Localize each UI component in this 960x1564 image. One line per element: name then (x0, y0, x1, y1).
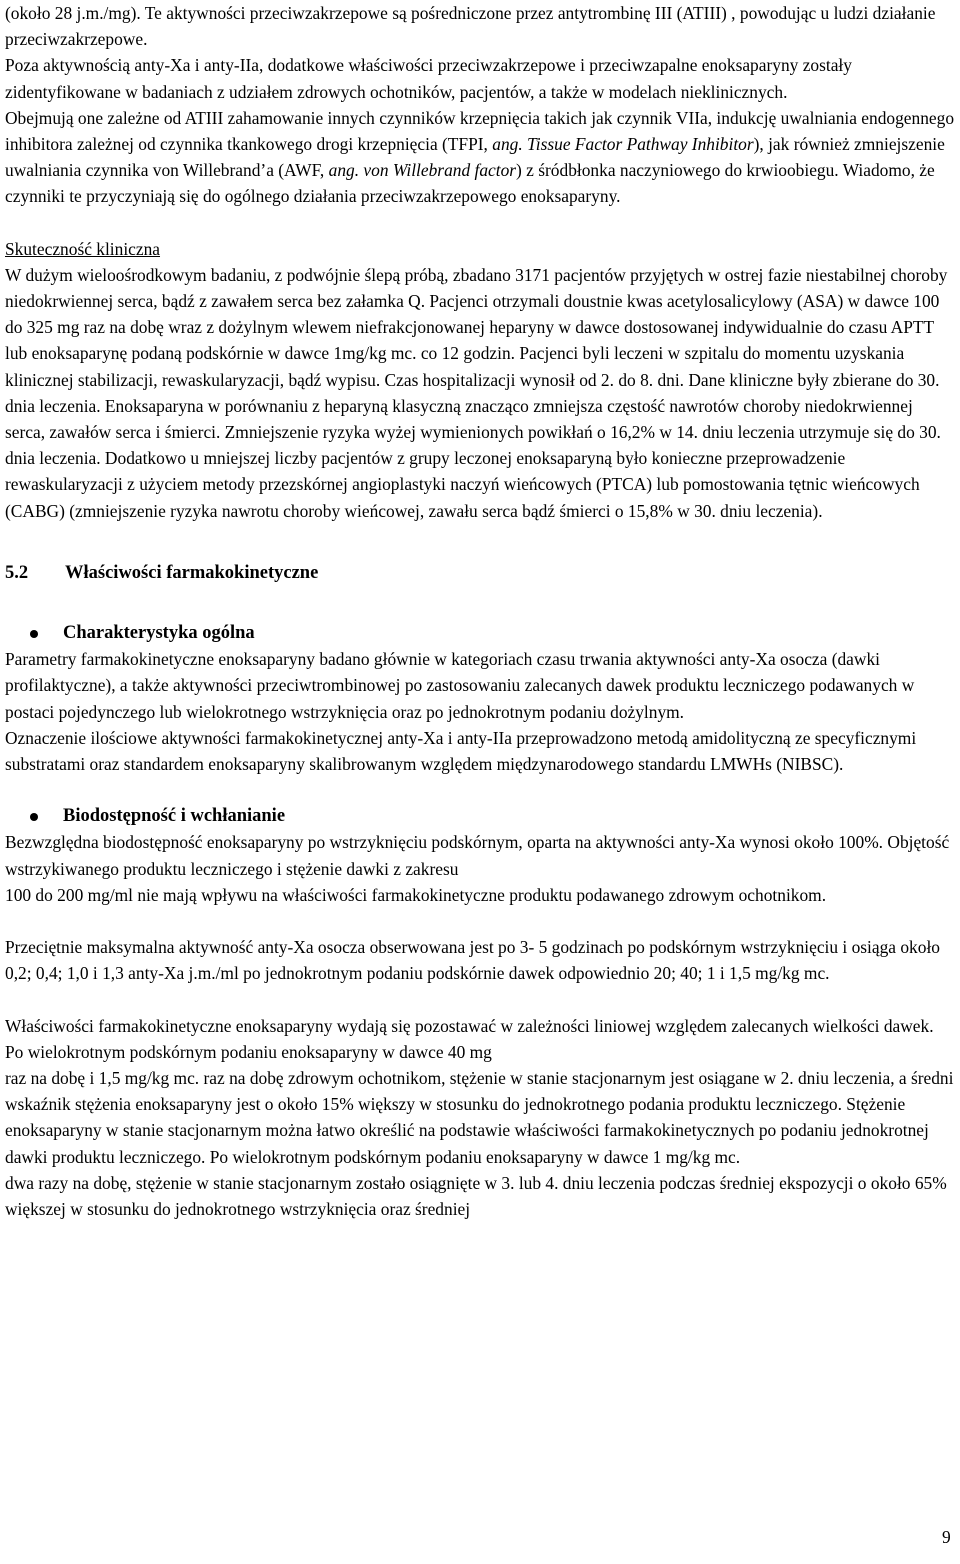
bullet-heading-bioavailability (5, 803, 955, 829)
bullet-heading-label: Charakterystyka ogólna (63, 623, 255, 644)
paragraph-bio-3c: dwa razy na dobę, stężenie w stanie stacjonarnym zostało osiągnięte w 3. lub 4. dniu leczenia podczas średniej ekspozycji o około 65% większej w stosunku do jednokrotnego wstrzyknięcia oraz średniej (5, 1172, 947, 1219)
paragraph-bio-3a: Właściwości farmakokinetyczne enoksaparyny wydają się pozostawać w zależności liniowej względem zalecanych wielkości dawek. Po wielokrotnym podskórnym podaniu enoksaparyny w dawce 40 mg (5, 1015, 934, 1062)
text-segment: Obejmują one zależne od ATIII zahamowanie innych czynników krzepnięcia takich jak czynnik VIIa, indukcję uwalniania endogennego inhibitora zależnej od czynnika tkankowego drogi krzepnięcia (TFPI, (5, 107, 955, 155)
document-page (5, 0, 955, 1222)
spacer (5, 524, 955, 550)
clinical-efficacy-heading: Skuteczność kliniczna (5, 238, 161, 259)
spacer (5, 908, 955, 934)
paragraph-bio-1b: 100 do 200 mg/ml nie mają wpływu na właściwości farmakokinetyczne produktu podawanego zdrowym ochotnikom. (5, 884, 827, 905)
spacer (5, 210, 955, 236)
text-segment: ) z śródbłonka naczyniowego do krwioobiegu. Wiadomo, że czynniki te przyczyniają się do ogólnego działania przeciwzakrzepowego enoksaparyny. (5, 160, 935, 207)
page-number: 9 (942, 1527, 951, 1547)
paragraph-atiii (5, 105, 955, 210)
spacer (5, 987, 955, 1013)
bullet-heading-label: Biodostępność i wchłanianie (63, 806, 286, 827)
paragraph-general-1: Parametry farmakokinetyczne enoksaparyny badano głównie w kategoriach czasu trwania aktywności anty-Xa osocza (dawki profilaktyczne), a także aktywności przeciwtrombinowej po zastosowaniu zalecanych dawek produktu leczniczego podawanych w postaci pojedynczego lub wielokrotnego wstrzyknięcia oraz po jednokrotnym podaniu dożylnym. (5, 649, 915, 722)
section-heading-5-2 (5, 560, 955, 586)
paragraph-intro: (około 28 j.m./mg). Te aktywności przeciwzakrzepowe są pośredniczone przez antytrombinę III (ATIII) , powodując u ludzi działanie przeciwzakrzepowe. (5, 3, 936, 50)
paragraph-clinical-efficacy: W dużym wieloośrodkowym badaniu, z podwójnie ślepą próbą, zbadano 3171 pacjentów przyjętych w ostrej fazie niestabilnej choroby niedokrwiennej serca, bądź z zawałem serca bez załamka Q. Pacjenci otrzymali doustnie kwas acetylosalicylowy (ASA) w dawce 100 do 325 mg raz na dobę wraz z dożylnym wlewem niefrakcjonowanej heparyny w dawce dostosowanej indywidualnie do czasu APTT lub enoksaparynę podaną podskórnie w dawce 1mg/kg mc. co 12 godzin. Pacjenci byli leczeni w szpitalu do momentu uzyskania klinicznej stabilizacji, rewaskularyzacji, bądź wypisu. Czas hospitalizacji wynosił od 2. do 8. dni. Dane kliniczne były zbierane do 30. dnia leczenia. Enoksaparyna w porównaniu z heparyną klasyczną znacząco zmniejsza częstość nawrotów choroby niedokrwiennej serca, zawałów serca i śmierci. Zmniejszenie ryzyka wyżej wymienionych powikłań o 16,2% w 14. dniu leczenia utrzymuje się do 30. dnia leczenia. Dodatkowo u mniejszej liczby pacjentów z grupy leczonej enoksaparyną było konieczne przeprowadzenie rewaskularyzacji z użyciem metody przezskórnej angioplastyki naczyń wieńcowych (PTCA) lub pomostowania tętnic wieńcowych (CABG) (zmniejszenie ryzyka nawrotu choroby wieńcowej, zawału serca bądź śmierci o 15,8% w 30. dniu leczenia). (5, 264, 948, 521)
section-number: 5.2 (5, 562, 29, 583)
paragraph-bio-1a: Bezwzględna biodostępność enoksaparyny po wstrzyknięciu podskórnym, oparta na aktywności anty-Xa wynosi około 100%. Objętość wstrzykiwanego produktu leczniczego i stężenie dawki z zakresu (5, 832, 950, 879)
text-segment: ), jak również zmniejszenie uwalniania czynnika von Willebrand’a (AWF, (5, 134, 945, 181)
bullet-icon (30, 813, 38, 821)
spacer (5, 777, 955, 803)
paragraph-anti-xa: Poza aktywnością anty-Xa i anty-IIa, dodatkowe właściwości przeciwzakrzepowe i przeciwzapalne enoksaparyny zostały zidentyfikowane w badaniach z udziałem zdrowych ochotników, pacjentów, a także w modelach nieklinicznych. (5, 55, 852, 102)
paragraph-general-2: Oznaczenie ilościowe aktywności farmakokinetycznej anty-Xa i anty-IIa przeprowadzono metodą amidolityczną ze specyficznymi substratami oraz standardem enoksaparyny skalibrowanym względem międzynarodowego standardu LMWHs (NIBSC). (5, 727, 917, 775)
section-title: Właściwości farmakokinetyczne (65, 562, 319, 583)
italic-segment: ang. von Willebrand factor (328, 160, 517, 181)
italic-segment: ang. Tissue Factor Pathway Inhibitor (492, 134, 754, 155)
paragraph-bio-3b: raz na dobę i 1,5 mg/kg mc. raz na dobę zdrowym ochotnikom, stężenie w stanie stacjonarnym jest osiągane w 2. dniu leczenia, a średni wskaźnik stężenia enoksaparyny jest o około 15% większy w stosunku do jednokrotnego podania produktu leczniczego. Stężenie enoksaparyny w stanie stacjonarnym można łatwo określić na podstawie właściwości farmakokinetycznych po podaniu jednokrotnej dawki produktu leczniczego. Po wielokrotnym podskórnym podaniu enoksaparyny w dawce 1 mg/kg mc. (5, 1067, 954, 1167)
bullet-icon (30, 630, 38, 638)
bullet-heading-general (5, 620, 955, 646)
paragraph-bio-2: Przeciętnie maksymalna aktywność anty-Xa osocza obserwowana jest po 3- 5 godzinach po podskórnym wstrzyknięciu i osiąga około 0,2; 0,4; 1,0 i 1,3 anty-Xa j.m./ml po jednokrotnym podaniu podskórnie dawek odpowiednio 20; 40; 1 i 1,5 mg/kg mc. (5, 937, 940, 984)
